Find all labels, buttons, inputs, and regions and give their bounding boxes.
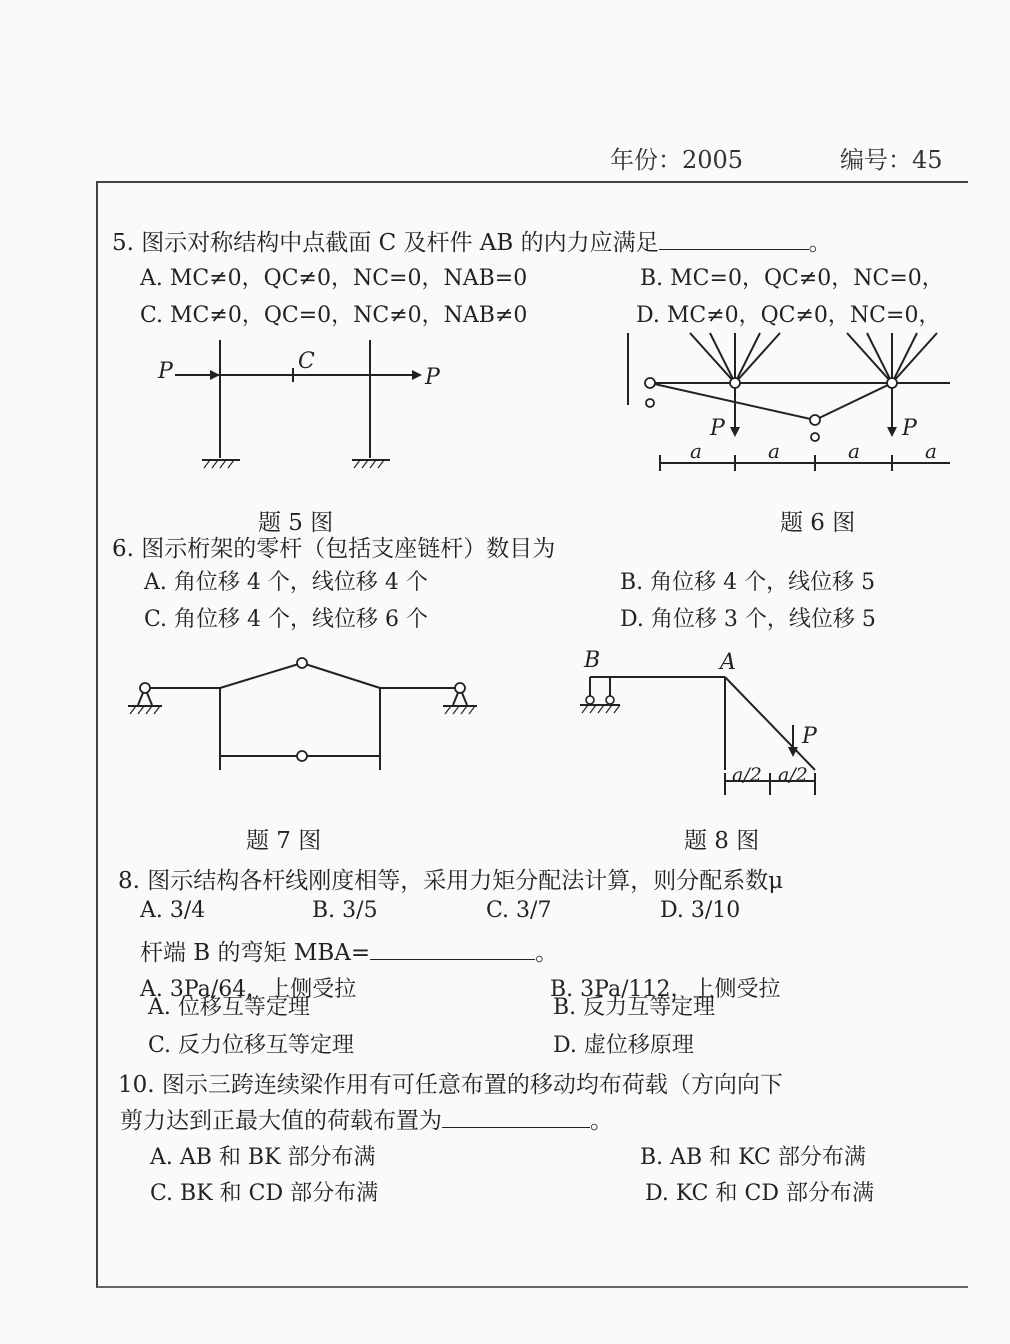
fig5-c-label: C [298, 349, 315, 374]
qr-option-b: B. 反力互等定理 [553, 995, 716, 1020]
q7-option-d: D. 角位移 3 个，线位移 5 [620, 607, 876, 632]
q8-option-b: B. 3/5 [312, 898, 378, 923]
q9-line-text: 杆端 B 的弯矩 MBA= [140, 940, 371, 966]
q10-option-a: A. AB 和 BK 部分布满 [150, 1145, 376, 1170]
q5-stem-text: 5. 图示对称结构中点截面 C 及杆件 AB 的内力应满足 [112, 230, 659, 256]
q10-end: 。 [590, 1108, 613, 1134]
q7-option-a: A. 角位移 4 个，线位移 4 个 [144, 570, 428, 595]
fig8-half-1: a/2 [732, 764, 762, 786]
figure-7 [120, 648, 500, 783]
q5-option-c: C. MC≠0，QC=0，NC≠0，NAB≠0 [140, 303, 528, 328]
q5-option-b: B. MC=0，QC≠0，NC=0， [640, 266, 944, 291]
fig5-p-left: P [158, 359, 173, 384]
fig8-half-2: a/2 [778, 764, 808, 786]
code-label: 编号：45 [840, 146, 943, 174]
q7-option-b: B. 角位移 4 个，线位移 5 [620, 570, 876, 595]
figure-8 [570, 645, 870, 815]
qr-option-a: A. 位移互等定理 [148, 995, 310, 1020]
q5-answer-blank [659, 229, 809, 250]
q7-option-c: C. 角位移 4 个，线位移 6 个 [144, 607, 429, 632]
fig8-caption: 题 8 图 [684, 828, 760, 854]
q10-option-c: C. BK 和 CD 部分布满 [150, 1181, 379, 1206]
figure-5 [150, 330, 450, 480]
q8-stem: 8. 图示结构各杆线刚度相等，采用力矩分配法计算，则分配系数μ [118, 868, 784, 894]
q9-options-clip [140, 968, 950, 1002]
q5-option-d: D. MC≠0，QC≠0，NC=0， [636, 303, 941, 328]
q9-answer-blank [370, 939, 535, 960]
qr-option-d: D. 虚位移原理 [553, 1033, 694, 1058]
q9-line [140, 934, 558, 967]
q9-option-b-cut: B. 3Pa/112，上侧受拉 [550, 977, 781, 1002]
q10-option-d: D. KC 和 CD 部分布满 [645, 1181, 874, 1206]
fig7-caption: 题 7 图 [246, 828, 322, 854]
figure-6-clip [610, 325, 950, 485]
fig5-p-right: P [425, 365, 440, 390]
fig8-a-label: A [720, 650, 736, 675]
q10-stem: 10. 图示三跨连续梁作用有可任意布置的移动均布荷载（方向向下 [118, 1072, 783, 1098]
q8-option-a: A. 3/4 [140, 898, 206, 923]
year-label: 年份：2005 [610, 146, 744, 174]
q10-line2 [120, 1102, 613, 1135]
fig8-b-label: B [584, 648, 601, 673]
q10-option-b: B. AB 和 KC 部分布满 [640, 1145, 866, 1170]
q9-end: 。 [535, 940, 559, 966]
q5-option-a: A. MC≠0，QC≠0，NC=0，NAB=0 [140, 266, 528, 291]
q6-stem-clip [112, 536, 950, 562]
fig6-p2: P [902, 416, 917, 441]
q6-stem-cut: 6. 图示桁架的零杆（包括支座链杆）数目为 [112, 536, 556, 562]
q5-stem [112, 224, 832, 257]
fig6-caption: 题 6 图 [780, 510, 856, 536]
q10-line2-text: 剪力达到正最大值的荷载布置为 [120, 1108, 442, 1134]
q8-option-c: C. 3/7 [486, 898, 552, 923]
fig8-p-label: P [802, 724, 817, 749]
q9-option-a-cut: A. 3Pa/64，上侧受拉 [140, 977, 357, 1002]
fig6-p1: P [710, 416, 725, 441]
fig5-caption: 题 5 图 [258, 510, 334, 536]
fig6-a2: a [768, 439, 780, 463]
q10-answer-blank [442, 1107, 590, 1128]
qr-option-c: C. 反力位移互等定理 [148, 1033, 355, 1058]
q8-option-d: D. 3/10 [660, 898, 741, 923]
figure-6 [610, 325, 1010, 485]
fig6-a3: a [848, 439, 860, 463]
fig6-a4: a [925, 439, 937, 463]
q5-end: 。 [808, 230, 832, 256]
fig6-a1: a [690, 439, 702, 463]
